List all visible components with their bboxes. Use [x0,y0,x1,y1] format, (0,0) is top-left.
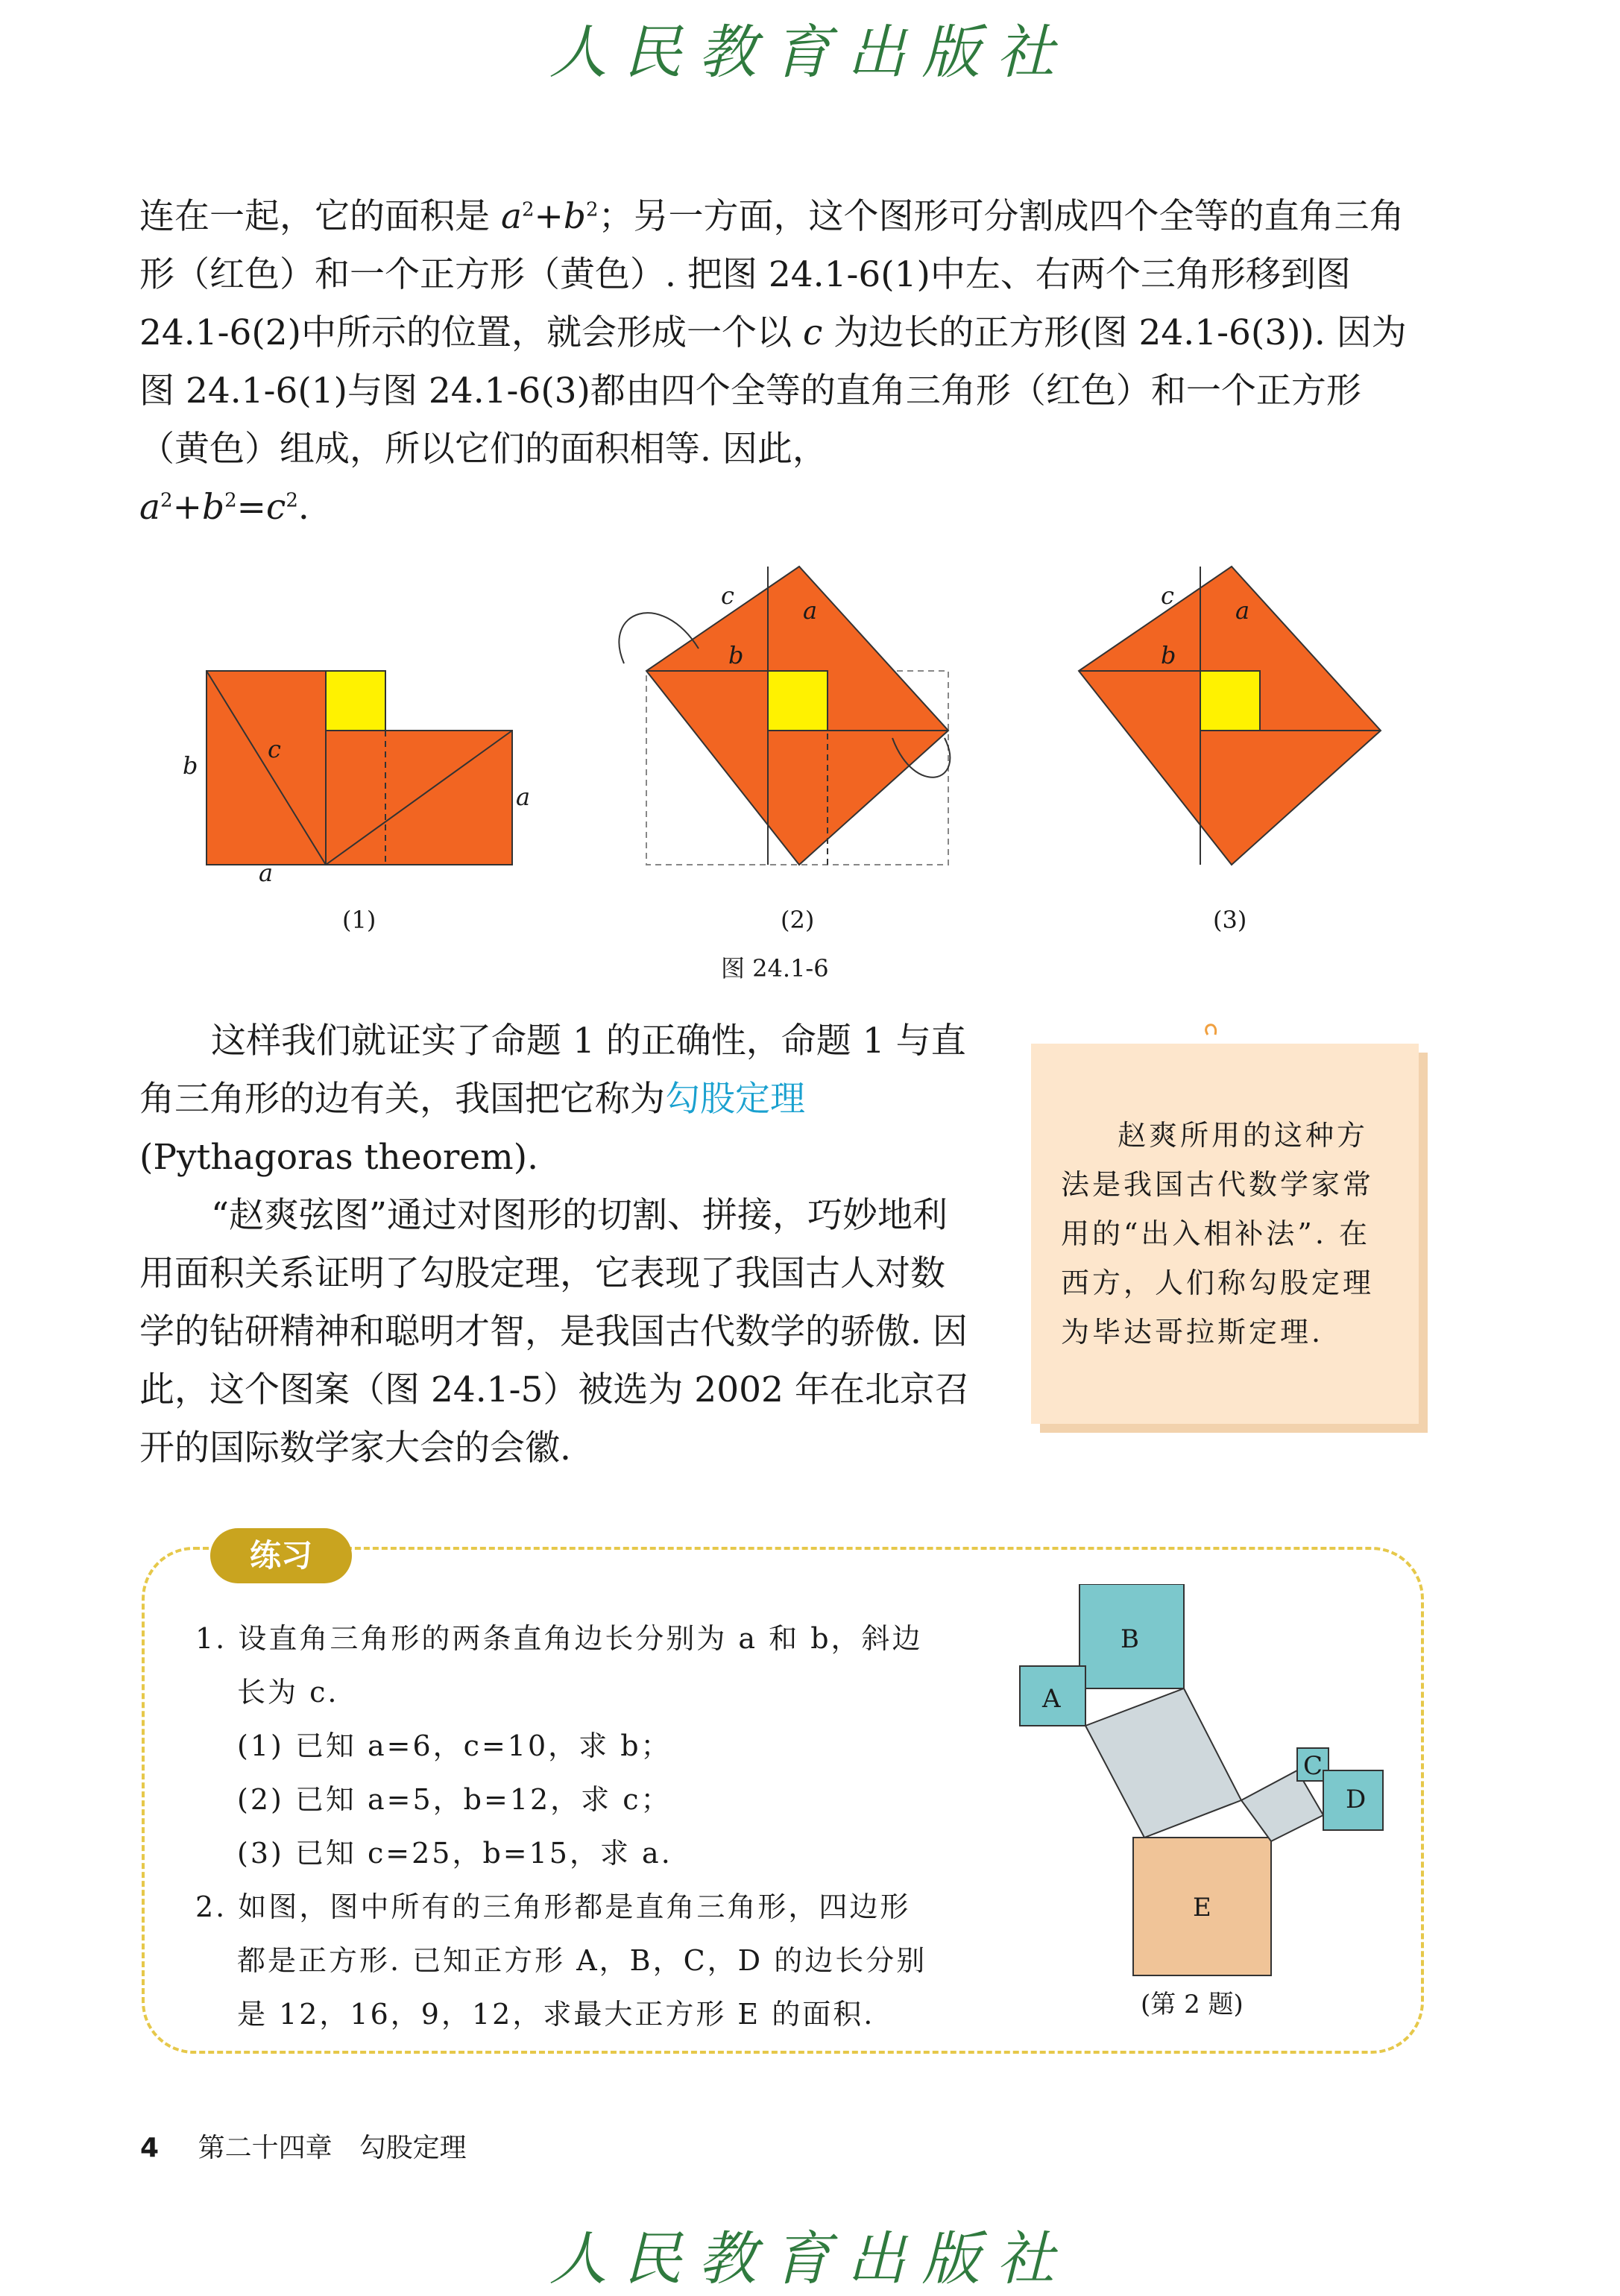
label-b: b [728,641,744,669]
paragraph-proof [139,188,1422,537]
label-b: b [183,751,198,780]
label-c: c [721,581,734,610]
q2-line-2: 都是正方形. 已知正方形 A，B，C，D 的边长分别 [237,1944,927,1977]
exercise-figure [1014,1584,1402,2046]
label-C: C [1303,1751,1323,1781]
yellow-square [768,671,828,731]
label-A: A [1042,1684,1061,1714]
q1-line-1: 1. 设直角三角形的两条直角边长分别为 a 和 b，斜边 [195,1622,923,1655]
figure-caption: 图 24.1-6 [721,954,829,983]
yellow-square [1200,671,1260,731]
yellow-square [326,671,385,731]
math-eq: = [236,487,266,528]
math-plus: + [534,196,564,237]
publisher-logo-bottom: 人民教育出版社 [549,2226,1071,2293]
para2-s1: 这样我们就证实了命题 1 的正确性，命题 1 与直角三角形的边有关，我国把它称为 [139,1021,966,1120]
side-note [1031,1044,1419,1424]
left-column [139,1012,974,1477]
label-b: b [1161,641,1176,669]
paragraph-zhaoshuang: “赵爽弦图”通过对图形的切割、拼接，巧妙地利用面积关系证明了勾股定理，它表现了我国古人对数学的钻研精神和聪明才智，是我国古代数学的骄傲. 因此，这个图案（图 24.1-5）被选为 2002 年在北京召开的国际数学家大会的会徽. [139,1195,970,1469]
q2-line-3: 是 12，16，9，12，求最大正方形 E 的面积. [237,1998,875,2031]
label-c: c [268,735,281,763]
math-exp: 2 [224,489,237,512]
sub-label-2: (2) [781,906,815,934]
label-D: D [1346,1785,1367,1814]
paragraph-theorem [139,1012,974,1187]
q2-line-1: 2. 如图，图中所有的三角形都是直角三角形，四边形 [195,1890,911,1923]
subfigure-1 [183,671,530,934]
label-c: c [1161,581,1174,610]
figure-24-1-6 [139,537,1437,999]
para1-s1: 连在一起，它的面积是 [139,196,501,237]
label-a: a [1235,596,1250,625]
q1-sub-1: (1) 已知 a=6，c=10，求 b； [237,1729,672,1762]
label-B: B [1121,1624,1139,1654]
label-a: a [516,783,531,811]
math-exp: 2 [521,198,535,221]
math-c: c [266,487,286,528]
publisher-logo-top: 人民教育出版社 [549,19,1071,86]
page-number: 4 [140,2133,160,2163]
label-a: a [259,859,274,887]
sub-label-3: (3) [1213,906,1247,934]
math-exp: 2 [286,489,298,512]
q1-sub-2: (2) 已知 a=5，b=12，求 c； [237,1783,672,1816]
label-a: a [803,596,818,625]
exercise-badge: 练习 [210,1528,352,1583]
math-plus: + [172,487,202,528]
para1-s2: ；另一方面，这个图形可分割成四个全等的直角三角形（红色）和一个正方形（黄色）. 把图 24.1-6(1)中左、右两个三角形移到图 24.1-6(2)中所示的位置，就会形成一个以 [139,196,1405,353]
label-E: E [1193,1893,1211,1923]
math-c: c [802,312,823,353]
sub-label-1: (1) [342,906,376,934]
math-exp: 2 [586,198,599,221]
subfigure-3 [1079,567,1381,934]
page-footer [140,2127,467,2165]
q1-line-2: 长为 c. [237,1676,339,1709]
figure-caption: (第 2 题) [1141,1990,1244,2019]
subfigure-2 [619,567,950,934]
square-middle-left [1085,1688,1241,1838]
note-text: 赵爽所用的这种方法是我国古代数学家常用的“出入相补法”. 在西方，人们称勾股定理为毕达哥拉斯定理. [1061,1119,1375,1349]
math-b: b [563,196,587,237]
math-exp: 2 [160,489,173,512]
math-b: b [201,487,225,528]
chapter-title: 第二十四章 勾股定理 [198,2133,467,2163]
math-period: . [297,487,309,528]
para1-s3: 为边长的正方形(图 24.1-6(3)). 因为图 24.1-6(1)与图 24.1-6(3)都由四个全等的直角三角形（红色）和一个正方形（黄色）组成，所以它们的面积相等. 因此， [139,312,1407,470]
math-a: a [500,196,522,237]
math-a: a [139,487,161,528]
para2-s2: (Pythagoras theorem). [139,1137,539,1178]
q1-sub-3: (3) 已知 c=25，b=15，求 a. [237,1837,672,1870]
keyword-gougu: 勾股定理 [665,1079,805,1120]
